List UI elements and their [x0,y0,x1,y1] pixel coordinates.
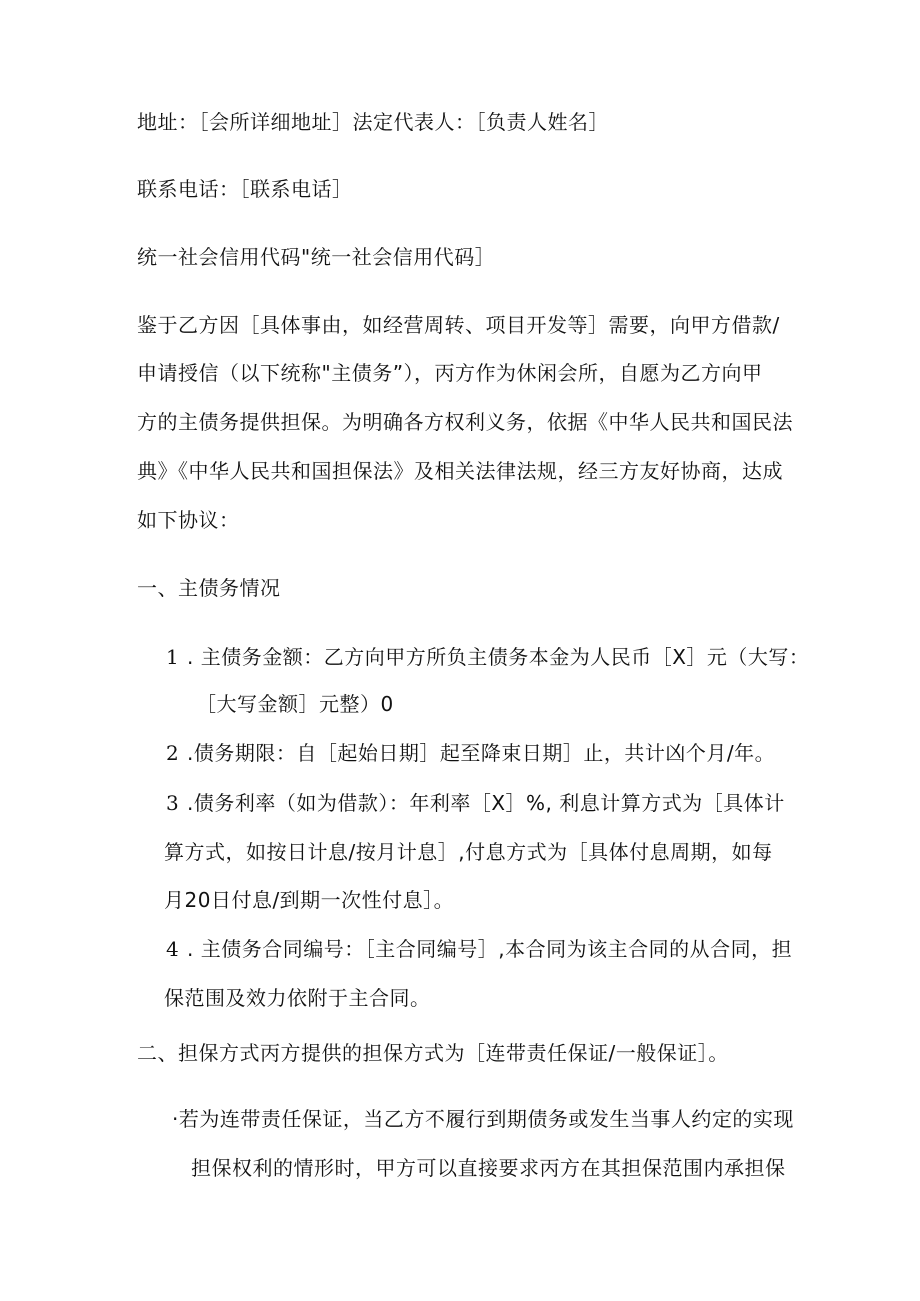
item-number: 2 [166,741,180,765]
address-line: 地址：［会所详细地址］法定代表人：［负责人姓名］ [137,110,609,134]
item-text: .债务利率（如为借款）：年利率［X］%, 利息计算方式为［具体计 [187,791,785,815]
preamble-line: 如下协议： [137,508,240,532]
bullet-text: ·若为连带责任保证，当乙方不履行到期债务或发生当事人约定的实现 [172,1107,794,1131]
bullet-text: 担保权利的情形时，甲方可以直接要求丙方在其担保范围内承担保 [191,1156,786,1180]
preamble-line: 典》《中华人民共和国担保法》及相关法律法规，经三方友好协商，达成 [137,459,783,483]
preamble-line: 鉴于乙方因［具体事由，如经营周转、项目开发等］需要，向甲方借款/ [137,313,780,337]
preamble-line: 方的主债务提供担保。为明确各方权利义务，依据《中华人民共和国民法 [137,410,793,434]
item-number: 1 [166,645,180,669]
item-text: 算方式，如按日计息/按月计息］,付息方式为［具体付息周期，如每 [164,840,773,864]
item-text: 月20日付息/到期一次性付息］。 [164,888,455,912]
item-text: ［大写金额］元整）0 [196,692,394,716]
item-number: 4 [166,937,180,961]
item-text: .债务期限：自［起始日期］起至降束日期］止，共计凶个月/年。 [187,741,776,765]
credit-code-line: 统一社会信用代码"统一社会信用代码］ [137,245,496,269]
preamble-line: 申请授信（以下统称"主债务”），丙方作为休闲会所，自愿为乙方向甲 [137,361,763,385]
phone-line: 联系电话：［联系电话］ [137,177,353,201]
section-2-title: 二、担保方式丙方提供的担保方式为［连带责任保证/一般保证］。 [137,1041,729,1065]
item-text: . 主债务合同编号：［主合同编号］,本合同为该主合同的从合同，担 [187,937,793,961]
item-text: . 主债务金额：乙方向甲方所负主债务本金为人民币［X］元（大写： [187,645,810,669]
item-number: 3 [166,791,180,815]
section-1-title: 一、主债务情况 [137,576,281,600]
item-text: 保范围及效力依附于主合同。 [164,986,431,1010]
